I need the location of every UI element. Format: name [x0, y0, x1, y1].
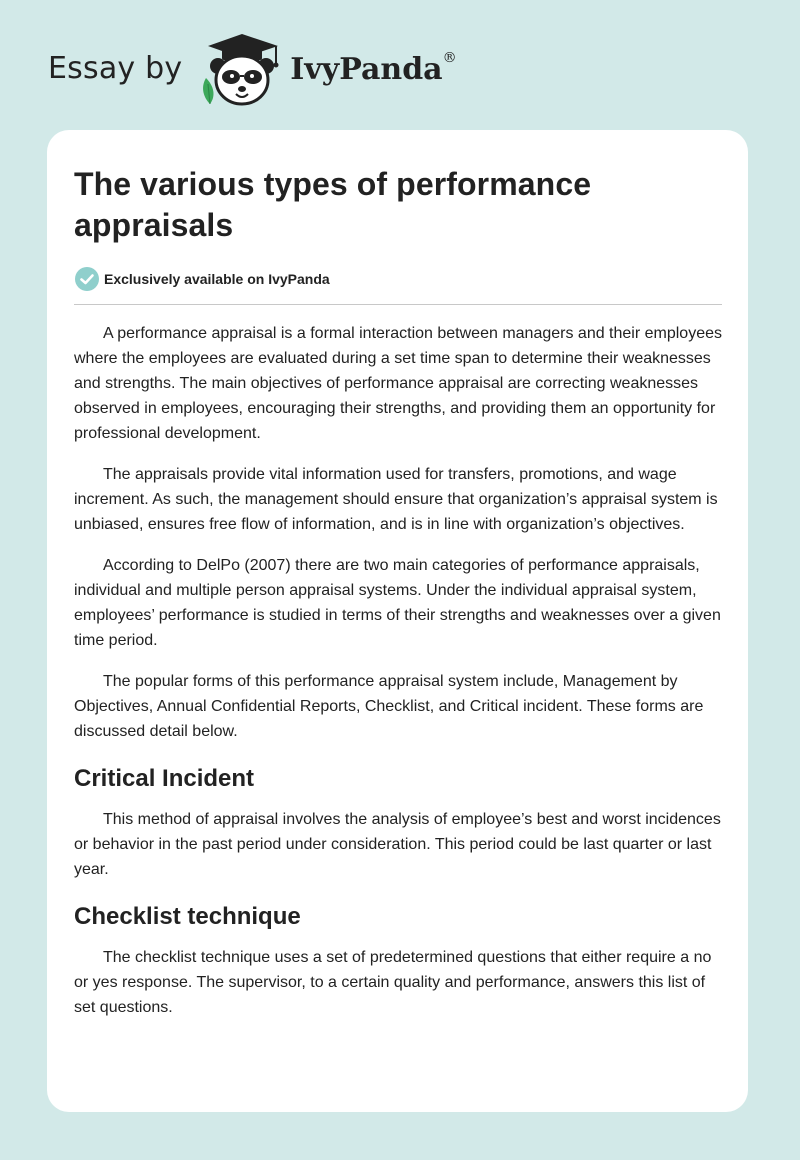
registered-mark: ®	[442, 49, 457, 66]
paragraph: The checklist technique uses a set of predetermined questions that either require a no or yes response. The supervisor, to a certain quality and performance, answers this list of set questions.	[74, 949, 712, 1016]
paragraph: The popular forms of this performance appraisal system include, Management by Objectives, Annual Confidential Reports, Checklist, and Critical incident. These forms are discussed detail below.	[74, 673, 704, 740]
paragraph: The appraisals provide vital information used for transfers, promotions, and wage increment. As such, the management should ensure that organization’s appraisal system is unbiased, ensures free flow of information, and is in line with organization’s objectives.	[74, 466, 718, 533]
section-heading-critical-incident: Critical Incident	[74, 765, 255, 792]
section-heading-checklist-technique: Checklist technique	[74, 903, 301, 930]
paragraph: This method of appraisal involves the analysis of employee’s best and worst incidences or behavior in the past period under consideration. This period could be last quarter or last year.	[74, 811, 721, 878]
check-circle-icon	[74, 266, 100, 292]
paragraph: A performance appraisal is a formal interaction between managers and their employees where the employees are evaluated during a set time span to determine their weaknesses and strengths. The main objectives of performance appraisal are correcting weaknesses observed in employees, encouraging their strengths, and providing them an opportunity for professional development.	[74, 325, 722, 442]
panda-logo-icon[interactable]	[198, 30, 286, 110]
essay-card	[47, 130, 748, 1112]
paragraph: According to DelPo (2007) there are two main categories of performance appraisals, individual and multiple person appraisal systems. Under the individual appraisal system, employees’ performance is studied in terms of their strengths and weaknesses over a given time period.	[74, 557, 721, 649]
essay-body	[74, 321, 722, 1020]
brand-name	[290, 49, 457, 87]
page-title: The various types of performance appraisals	[74, 166, 592, 243]
title-divider	[74, 304, 722, 305]
brand-prefix: Essay by	[48, 50, 183, 86]
exclusive-label: Exclusively available on IvyPanda	[104, 271, 330, 287]
brand-name-text: IvyPanda	[290, 51, 443, 87]
exclusive-badge	[74, 266, 722, 292]
site-header	[48, 30, 457, 110]
